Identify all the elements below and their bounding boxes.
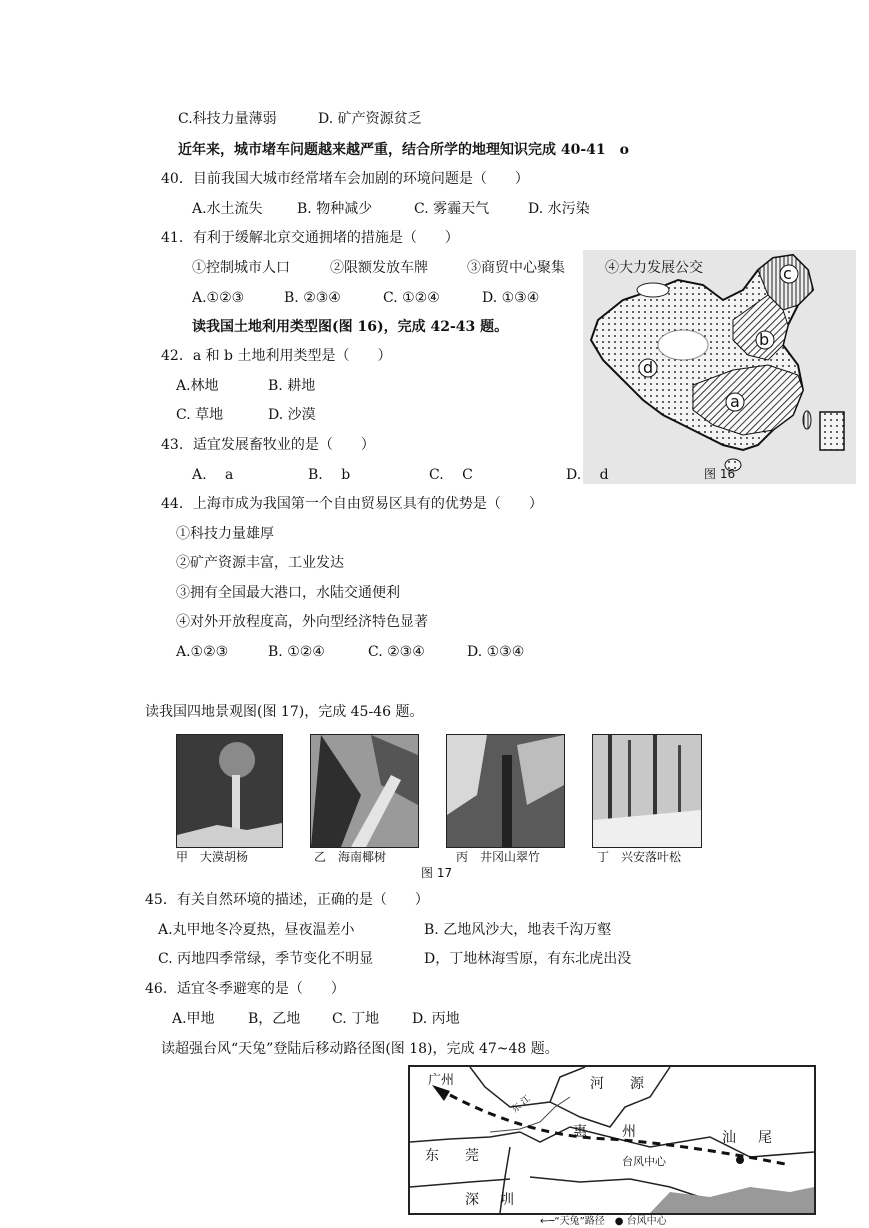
q43-option-c: C. C — [429, 467, 473, 483]
place-he: 河 — [590, 1076, 604, 1092]
q42-option-b: B. 耕地 — [268, 378, 316, 394]
q39-option-d: D. 矿产资源贫乏 — [318, 111, 422, 127]
intro-42-43: 读我国土地利用类型图(图 16)，完成 42-43 题。 — [192, 319, 509, 335]
q44-option-a: A.①②③ — [176, 644, 229, 660]
q44-option-c: C. ②③④ — [368, 644, 425, 660]
q43-option-b: B. b — [308, 467, 351, 483]
q45-option-d: D，丁地林海雪原，有东北虎出没 — [424, 951, 632, 967]
label-dongjiang-river: 东 江 — [510, 1094, 533, 1116]
map-label-d: d — [643, 358, 654, 377]
china-land-use-map-graphic — [583, 250, 856, 484]
photo-caption-ding: 丁 兴安落叶松 — [597, 850, 682, 864]
q44-option-d: D. ①③④ — [467, 644, 525, 660]
q44-option-b: B. ①②④ — [268, 644, 325, 660]
q45-option-c: C. 丙地四季常绿，季节变化不明显 — [158, 951, 374, 967]
photo-caption-bing: 丙 井冈山翠竹 — [456, 850, 541, 864]
photo-caption-jia: 甲 大漠胡杨 — [176, 850, 249, 864]
place-hui: 惠 — [573, 1124, 587, 1140]
q46-option-b: B，乙地 — [248, 1011, 301, 1027]
place-shen: 深 — [465, 1192, 479, 1208]
place-shan: 汕 — [722, 1130, 736, 1146]
q40-option-d: D. 水污染 — [528, 201, 590, 217]
q44-item-2: ②矿产资源丰富，工业发达 — [176, 555, 344, 571]
q40-stem: 40．目前我国大城市经常堵车会加剧的环境问题是（ ） — [161, 171, 529, 187]
place-zhou: 州 — [622, 1124, 636, 1140]
photo-jia-desert-poplar — [176, 734, 283, 848]
intro-45-46: 读我国四地景观图(图 17)，完成 45-46 题。 — [145, 704, 424, 720]
figure-16-land-use-map — [583, 250, 856, 484]
map-label-a: a — [730, 392, 740, 411]
q41-option-a: A.①②③ — [192, 290, 245, 306]
q41-item-3: ③商贸中心聚集 — [467, 260, 565, 276]
q45-option-a: A.丸甲地冬冷夏热，昼夜温差小 — [158, 922, 355, 938]
q41-option-c: C. ①②④ — [383, 290, 440, 306]
q41-item-4: ④大力发展公交 — [605, 260, 703, 276]
photo-yi-hainan-palm — [310, 734, 419, 848]
figure-17-caption: 图 17 — [421, 866, 453, 880]
q42-option-d: D. 沙漠 — [268, 407, 316, 423]
q43-option-d: D. d — [566, 467, 609, 483]
q41-stem: 41．有利于缓解北京交通拥堵的措施是（ ） — [161, 230, 459, 246]
label-typhoon-center: 台风中心 — [622, 1155, 666, 1168]
figure-18-legend: ←─“天兔”路径 ● 台风中心 — [540, 1216, 667, 1227]
q40-option-a: A.水土流失 — [192, 201, 263, 217]
place-yuan: 源 — [630, 1076, 644, 1092]
q42-option-c: C. 草地 — [176, 407, 224, 423]
q46-option-d: D. 丙地 — [412, 1011, 460, 1027]
place-guangzhou: 广州 — [428, 1073, 455, 1088]
q46-option-c: C. 丁地 — [332, 1011, 380, 1027]
photo-caption-yi: 乙 海南椰树 — [314, 850, 387, 864]
q46-option-a: A.甲地 — [172, 1011, 215, 1027]
q42-option-a: A.林地 — [176, 378, 219, 394]
q42-stem: 42．a 和 b 土地利用类型是（ ） — [161, 348, 392, 364]
place-guan: 莞 — [465, 1148, 479, 1164]
map-label-c: c — [783, 264, 792, 283]
q45-option-b: B. 乙地风沙大，地表千沟万壑 — [424, 922, 612, 938]
q40-option-b: B. 物种减少 — [297, 201, 373, 217]
figure-18-typhoon-path-map — [408, 1065, 816, 1215]
figure-16-caption: 图 16 — [704, 467, 736, 481]
q44-item-1: ①科技力量雄厚 — [176, 526, 274, 542]
photo-bing-jinggangshan-bamboo — [446, 734, 565, 848]
q41-option-d: D. ①③④ — [482, 290, 540, 306]
q44-item-4: ④对外开放程度高，外向型经济特色显著 — [176, 614, 428, 630]
q46-stem: 46．适宜冬季避寒的是（ ） — [145, 981, 345, 997]
place-dong: 东 — [425, 1148, 439, 1164]
q40-option-c: C. 雾霾天气 — [414, 201, 490, 217]
place-zhen: 圳 — [500, 1192, 514, 1208]
q44-item-3: ③拥有全国最大港口，水陆交通便利 — [176, 585, 400, 601]
photo-ding-xingan-larch — [592, 734, 702, 848]
q43-option-a: A. a — [192, 467, 234, 483]
q45-stem: 45．有关自然环境的描述，正确的是（ ） — [145, 892, 429, 908]
intro-47-48: 读超强台风“天兔”登陆后移动路径图(图 18)，完成 47~48 题。 — [161, 1041, 559, 1057]
q39-option-c: C.科技力量薄弱 — [178, 111, 277, 127]
q43-stem: 43．适宜发展畜牧业的是（ ） — [161, 437, 375, 453]
q44-stem: 44．上海市成为我国第一个自由贸易区具有的优势是（ ） — [161, 496, 543, 512]
intro-40-41: 近年来，城市堵车问题越来越严重，结合所学的地理知识完成 40-41 o — [178, 142, 629, 158]
q41-option-b: B. ②③④ — [284, 290, 341, 306]
q41-item-1: ①控制城市人口 — [192, 260, 290, 276]
map-label-b: b — [759, 330, 770, 349]
place-wei: 尾 — [758, 1130, 772, 1146]
q41-item-2: ②限额发放车牌 — [330, 260, 428, 276]
